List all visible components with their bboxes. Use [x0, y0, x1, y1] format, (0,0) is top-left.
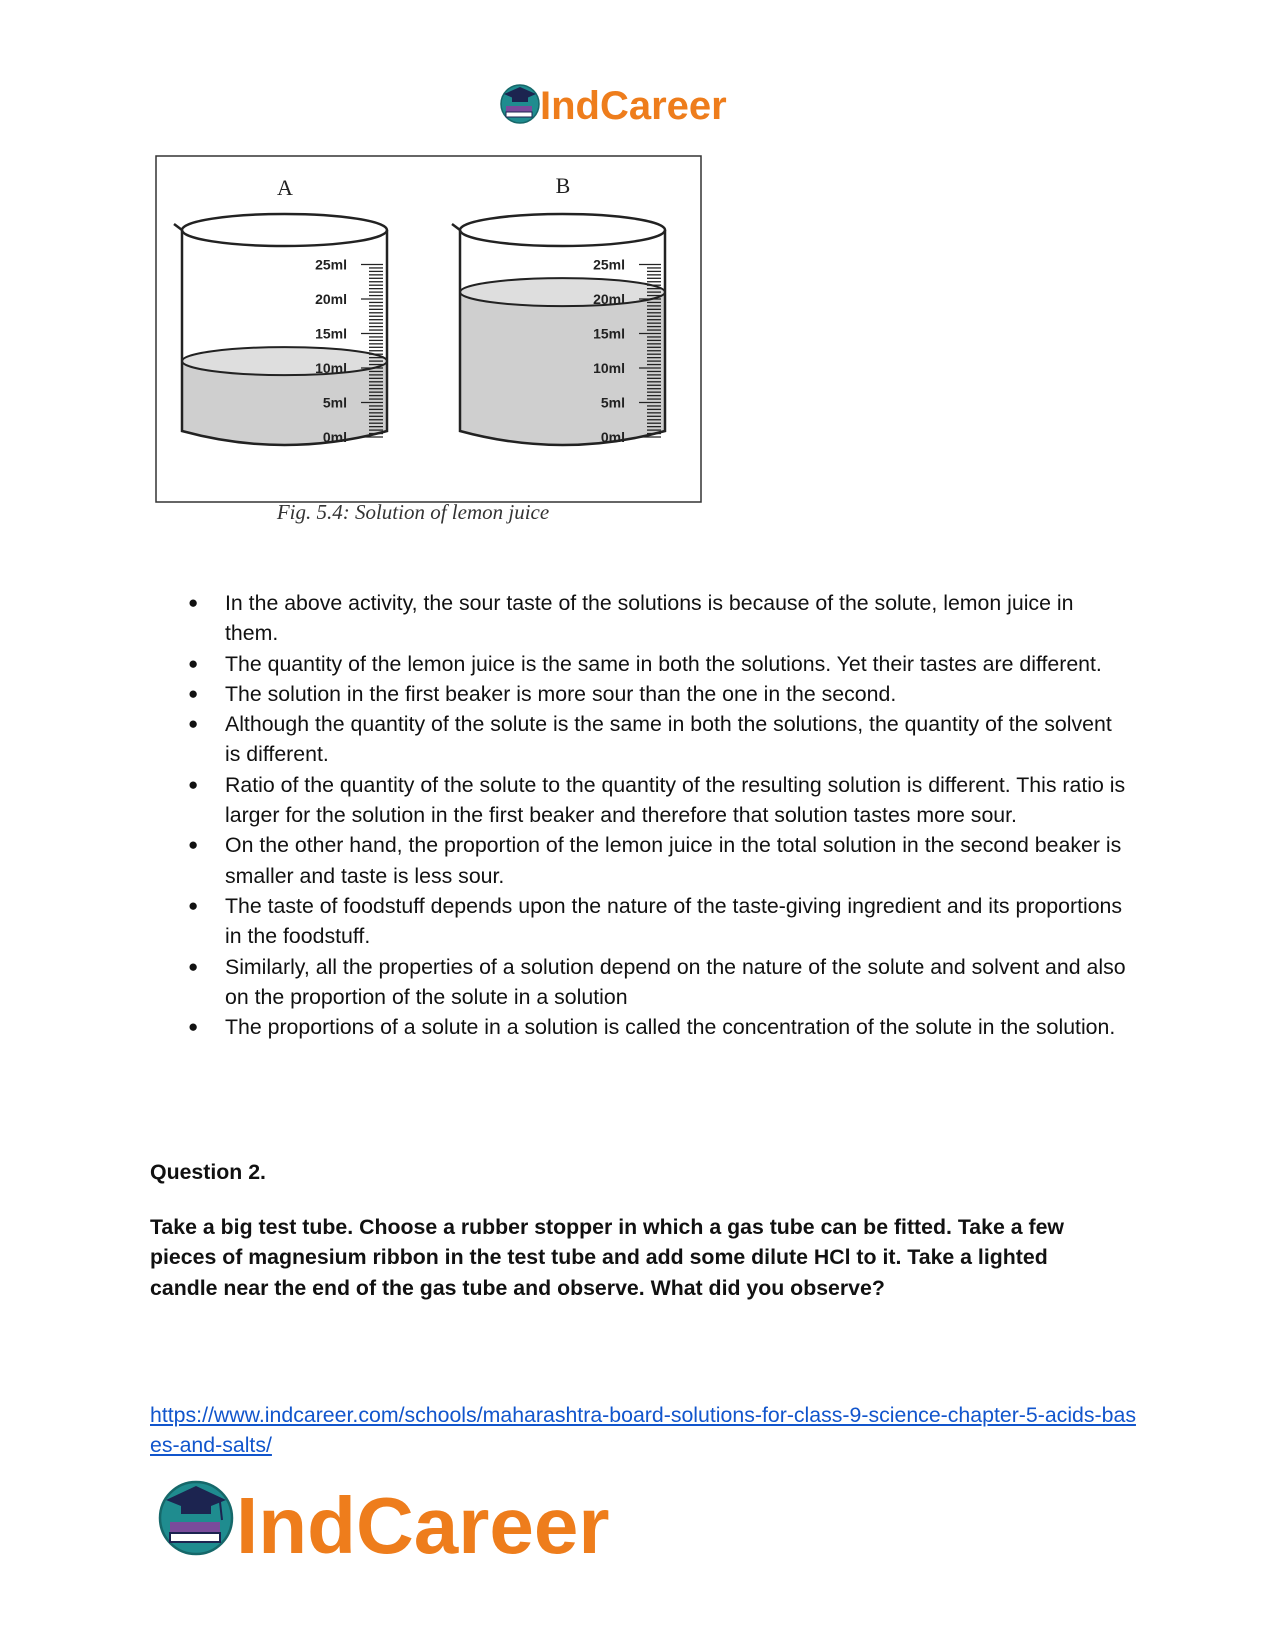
bullet-dot-icon: ●	[188, 1017, 199, 1037]
figure-caption: Fig. 5.4: Solution of lemon juice	[276, 500, 550, 524]
beaker-a-scale-label: 20ml	[315, 291, 347, 307]
logo-wordmark: IndCareer	[236, 1481, 610, 1568]
list-item-text: In the above activity, the sour taste of the solutions is because of the solute, lemon juice in them.	[225, 591, 1074, 646]
beaker-b-scale-label: 15ml	[593, 325, 625, 342]
list-item	[150, 952, 1130, 1013]
bullet-dot-icon: ●	[188, 683, 199, 703]
beaker-b-liquid-surface	[460, 278, 665, 306]
list-item-text: The taste of foodstuff depends upon the nature of the taste-giving ingredient and its proportions in the foodstuff.	[225, 893, 1123, 949]
beaker-b-scale-label: 25ml	[593, 256, 625, 273]
list-item-text: The solution in the first beaker is more sour than the one in the second.	[225, 681, 897, 706]
beaker-b-scale-label: 5ml	[600, 394, 625, 411]
list-item-text: Although the quantity of the solute is the same in both the solutions, the quantity of the solvent is different.	[225, 712, 1112, 767]
beaker-b-scale-label: 0ml	[600, 429, 625, 445]
beaker-b-scale-label: 10ml	[593, 360, 625, 376]
bullet-dot-icon: ●	[188, 714, 199, 734]
beaker-a-label: A	[277, 175, 293, 200]
beaker-b-liquid	[460, 292, 665, 445]
beakers-figure	[155, 155, 725, 550]
beaker-a-scale-label: 25ml	[315, 256, 347, 273]
list-item	[150, 679, 1130, 709]
list-item	[150, 770, 1130, 831]
beaker-a-scale-label: 5ml	[322, 394, 347, 411]
list-item-text: The quantity of the lemon juice is the same in both the solutions. Yet their tastes are different.	[225, 651, 1102, 676]
explanation-list	[150, 588, 1130, 1042]
list-item-text: Ratio of the quantity of the solute to the quantity of the resulting solution is different. This ratio is larger for the solution in the first beaker and therefore that solution tastes more sour.	[225, 772, 1126, 828]
logo-globe-icon	[501, 85, 539, 123]
bullet-dot-icon: ●	[188, 895, 199, 915]
list-item-text: On the other hand, the proportion of the lemon juice in the total solution in the second beaker is smaller and taste is less sour.	[225, 833, 1122, 888]
bullet-dot-icon: ●	[188, 774, 199, 794]
beaker-a-scale-label: 0ml	[322, 429, 347, 445]
list-item	[150, 588, 1130, 649]
logo-wordmark: IndCareer	[540, 84, 727, 128]
beaker-a-scale-label: 10ml	[315, 360, 347, 376]
bullet-dot-icon: ●	[188, 956, 199, 976]
source-link[interactable]: https://www.indcareer.com/schools/maharashtra-board-solutions-for-class-9-science-chapter-5-acids-bases-and-salts/	[150, 1403, 1136, 1458]
beaker-b-label: B	[555, 173, 571, 198]
list-item	[150, 649, 1130, 679]
question-title: Question 2.	[150, 1160, 266, 1184]
list-item	[150, 1012, 1130, 1042]
bullet-dot-icon: ●	[188, 593, 199, 612]
list-item	[150, 709, 1130, 770]
list-item-text: Similarly, all the properties of a solution depend on the nature of the solute and solvent and also on the proportion of the solute in a solution	[225, 954, 1126, 1009]
beaker-a-scale-label: 15ml	[315, 325, 347, 342]
bullet-dot-icon: ●	[188, 835, 199, 855]
bullet-dot-icon: ●	[188, 653, 199, 673]
question-body: Take a big test tube. Choose a rubber stopper in which a gas tube can be fitted. Take a few pieces of magnesium ribbon in the test tube and add some dilute HCl to it. Take a lighted candle near the end of the gas tube and observe. What did you observe?	[150, 1215, 1064, 1300]
beaker-a-liquid-surface	[182, 347, 387, 375]
list-item	[150, 830, 1130, 891]
list-item	[150, 891, 1130, 952]
beaker-b-scale-label: 20ml	[593, 291, 625, 307]
logo-globe-icon	[160, 1482, 232, 1554]
indcareer-logo-top	[500, 78, 770, 128]
list-item-text: The proportions of a solute in a solution is called the concentration of the solute in the solution.	[225, 1015, 1116, 1040]
indcareer-logo-bottom	[158, 1468, 698, 1568]
